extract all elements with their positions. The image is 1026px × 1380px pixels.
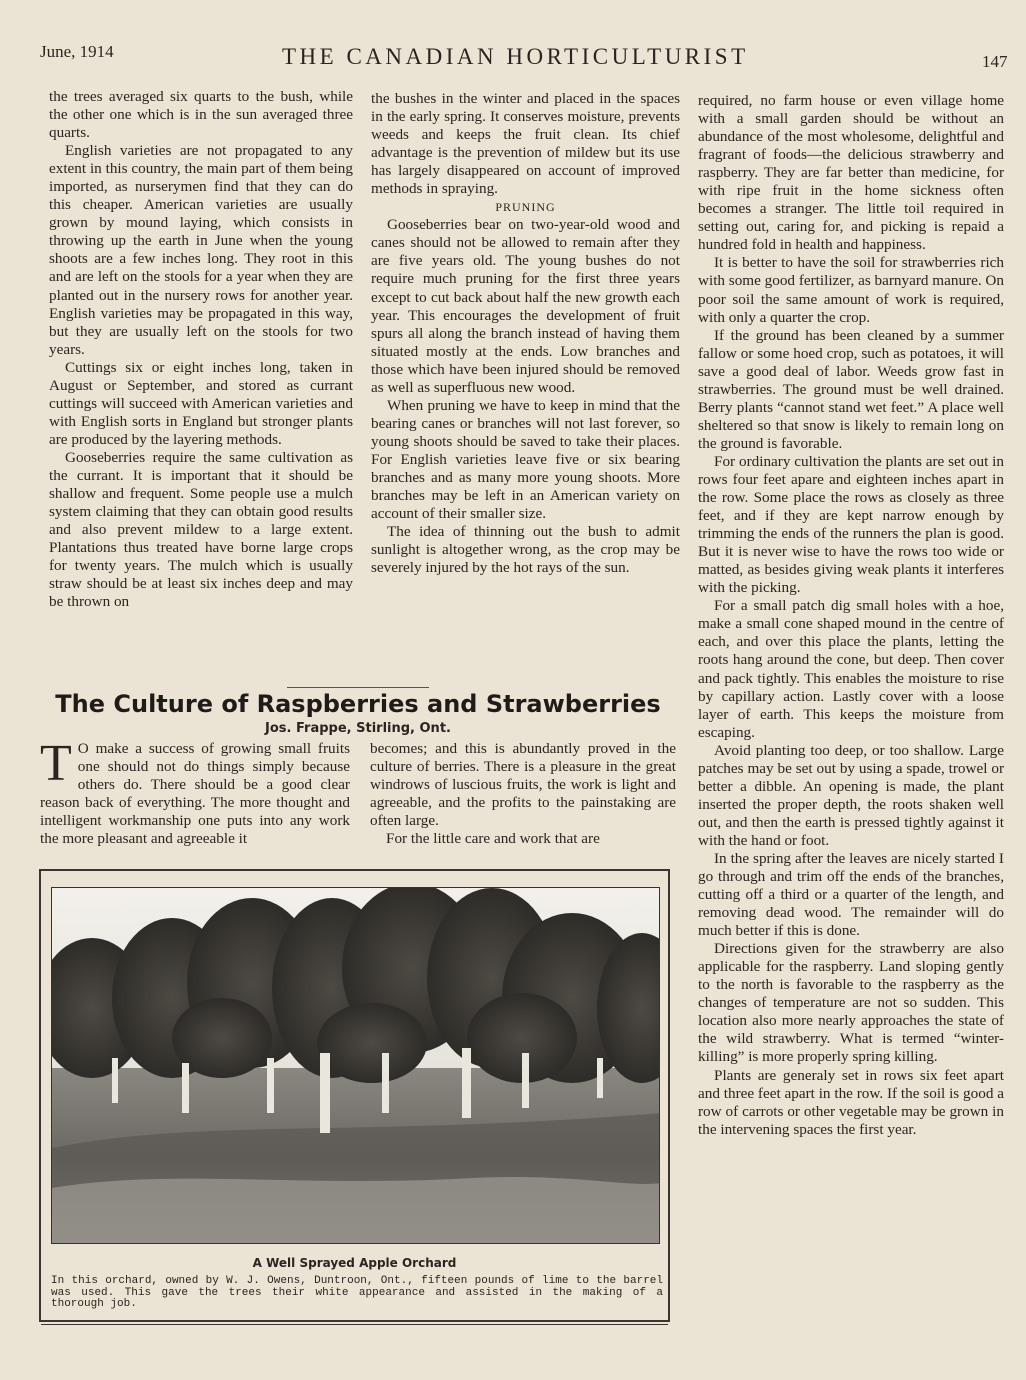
paragraph: For the little care and work that are: [386, 830, 600, 848]
figure-frame: [39, 869, 670, 1322]
page-number: 147: [982, 52, 1008, 71]
figure-title: A Well Sprayed Apple Orchard: [252, 1256, 457, 1270]
section-divider: [287, 687, 429, 688]
paragraph: the trees averaged six quarts to the bush, while the other one which is in the sun averaged three quarts.: [49, 88, 353, 142]
paragraph: becomes; and this is abundantly proved in the culture of berries. There is a pleasure in the great windrows of luscious fruits, the work is light and agreeable, and the profits to the painstaking are often large.: [370, 740, 676, 830]
paragraph: It is better to have the soil for strawberries rich with some good fertilizer, as barnyard manure. On poor soil the same amount of work is required, with only a quarter the crop.: [698, 254, 1004, 326]
article-column-1: [40, 735, 350, 848]
paragraph: Cuttings six or eight inches long, taken in August or September, and stored as currant cuttings will succeed with American varieties and with English sorts in England but stronger plants are produced by the layering methods.: [49, 358, 353, 448]
article-byline: Jos. Frappe, Stirling, Ont.: [265, 721, 451, 736]
paragraph: Gooseberries require the same cultivation as the currant. It is important that it should be shallow and frequent. Some people use a mulch system claiming that they can obtain good results and also prevent mildew to a large extent. Plantations thus treated have borne large crops for twenty years. The mulch which is usually straw should be at least six inches deep and may be thrown on: [49, 448, 353, 611]
column-3: [698, 92, 1004, 1139]
orchard-image: [52, 888, 660, 1244]
paragraph: When pruning we have to keep in mind that the bearing canes or branches will not last forever, so young shoots should be saved to take their places. For English varieties leave five or six bearing branches and as many more young shoots. More branches may be left in an American variety on account of their smaller size.: [371, 396, 680, 523]
article-column-2: [370, 740, 676, 848]
paragraph: Directions given for the strawberry are also applicable for the raspberry. Land sloping gently to the north is favorable to the raspberry as the changes of temperature are not so sudden. This location also more nearly approaches the state of the wild strawberry. What is termed “winter-killing” is more properly spring killing.: [698, 940, 1004, 1066]
figure-caption: In this orchard, owned by W. J. Owens, Duntroon, Ont., fifteen pounds of lime to the barrel was used. This gave the trees their white appearance and assisted in the making of a thorough job.: [51, 1275, 663, 1311]
paragraph: [40, 735, 350, 848]
paragraph: Plants are generaly set in rows six feet apart and three feet apart in the row. If the soil is good a row of carrots or other vegetable may be grown in the intervening spaces the first year.: [698, 1066, 1004, 1138]
paragraph: Gooseberries bear on two-year-old wood and canes should not be allowed to remain after they are five years old. The young bushes do not require much pruning for the first three years except to cut back about half the new growth each year. This encourages the development of fruit spurs all along the branch instead of having them situated mostly at the ends. Low branches and those which have been injured should be removed as well as superfluous new wood.: [371, 216, 680, 396]
paragraph: In the spring after the leaves are nicely started I go through and trim off the ends of the branches, cutting off a third or a quarter of the length, and removing dead wood. The remainder will do much better if this is done.: [698, 849, 1004, 940]
paragraph: For ordinary cultivation the plants are set out in rows four feet apare and eighteen inches apart in the row. Some place the rows as closely as three feet, and if they are kept narrow enough by trimming the ends of the runners the plan is good. But it is never wise to have the rows too wide or matted, as besides giving weak plants it interferes with the picking.: [698, 452, 1004, 597]
paragraph: If the ground has been cleaned by a summer fallow or some hoed crop, such as potatoes, it will save a good deal of labor. Weeds grow fast in strawberries. The ground must be well drained. Berry plants “cannot stand wet feet.” A place well sheltered so that snow is likely to remain long on the ground is favorable.: [698, 326, 1004, 452]
column-1: [49, 88, 353, 611]
orchard-photo: [51, 887, 660, 1244]
issue-date: June, 1914: [40, 42, 114, 61]
drop-cap: T: [40, 735, 72, 792]
paragraph: required, no farm house or even village home with a small garden should be without an abundance of the most wholesome, delightful and fragrant of foods—the delicious strawberry and raspberry. They are far better than medicine, for with ripe fruit in the home sickness often becomes a stranger. The little toil required in setting out, caring for, and picking is repaid a hundred fold in health and happiness.: [698, 92, 1004, 254]
paragraph: For a small patch dig small holes with a hoe, make a small cone shaped mound in the centre of each, and over this place the plants, letting the roots hang around the cone, but deep. Then cover and pack tightly. This enables the moisture to rise by capillary action. Lastly cover with a loose layer of earth. This keeps the moisture from escaping.: [698, 597, 1004, 741]
article-title: The Culture of Raspberries and Strawberries: [55, 690, 661, 718]
magazine-title: THE CANADIAN HORTICULTURIST: [282, 44, 749, 69]
section-heading-pruning: PRUNING: [495, 200, 556, 215]
paragraph: English varieties are not propagated to any extent in this country, the main part of them being imported, as nurserymen find that they can do this cheaper. American varieties are usually grown by mound laying, which consists in throwing up the earth in June when the young shoots are a few inches long. They root in this and are left on the stools for a year when they are planted out in the nursery rows for another year. English varieties may be propagated in this way, but they are usually left on the stools for two years.: [49, 142, 353, 358]
column-2: [371, 90, 680, 577]
paragraph: Avoid planting too deep, or too shallow. Large patches may be set out by using a spade, trowel or better a dibble. An opening is made, the plant inserted the proper depth, the roots shaken well out, and then the earth is pressed tightly against it with the hand or foot.: [698, 741, 1004, 849]
paragraph-text: O make a success of growing small fruits one should not do things simply because others do. There should be a good clear reason back of everything. The more thought and intelligent workmanship one puts into any work the more pleasant and agreeable it: [40, 740, 350, 848]
paragraph: The idea of thinning out the bush to admit sunlight is altogether wrong, as the crop may be severely injured by the hot rays of the sun.: [371, 523, 680, 577]
paragraph: the bushes in the winter and placed in the spaces in the early spring. It conserves moisture, prevents weeds and keeps the fruit clean. Its chief advantage is the prevention of mildew but its use has largely disappeared on account of improved methods in spraying.: [371, 90, 680, 198]
